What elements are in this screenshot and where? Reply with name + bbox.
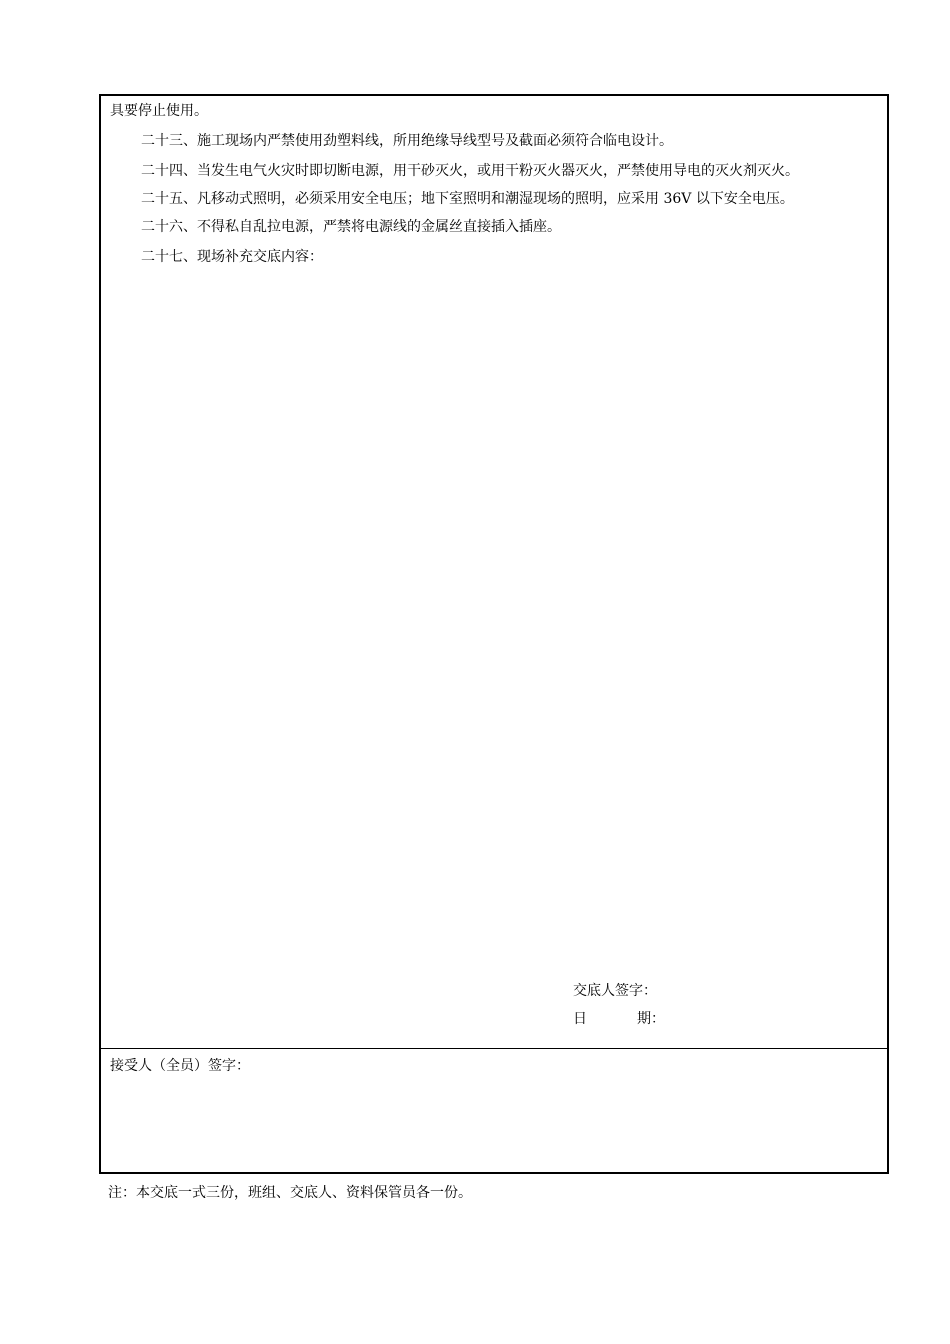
clause-25: 二十五、凡移动式照明，必须采用安全电压；地下室照明和潮湿现场的照明，应采用 36V 以下安全电压。 xyxy=(141,191,794,207)
footer-note: 注：本交底一式三份，班组、交底人、资料保管员各一份。 xyxy=(108,1185,472,1201)
date-label-second: 期： xyxy=(637,1011,665,1027)
receiver-signature-label: 接受人（全员）签字： xyxy=(110,1058,250,1074)
disclosure-form-table xyxy=(99,94,889,1174)
presenter-signature-label: 交底人签字： xyxy=(573,983,657,999)
clause-26: 二十六、不得私自乱拉电源，严禁将电源线的金属丝直接插入插座。 xyxy=(141,219,561,235)
clause-continued: 具要停止使用。 xyxy=(110,103,208,119)
clause-27: 二十七、现场补充交底内容： xyxy=(141,249,323,265)
date-label xyxy=(573,1010,665,1028)
clause-23: 二十三、施工现场内严禁使用劲塑料线，所用绝缘导线型号及截面必须符合临电设计。 xyxy=(141,133,673,149)
clause-24: 二十四、当发生电气火灾时即切断电源，用干砂灭火，或用干粉灭火器灭火，严禁使用导电的灭火剂灭火。 xyxy=(141,163,799,179)
date-label-first: 日 xyxy=(573,1011,587,1027)
receiver-section xyxy=(101,1049,887,1172)
date-row xyxy=(573,1010,665,1028)
content-section xyxy=(101,96,887,1049)
